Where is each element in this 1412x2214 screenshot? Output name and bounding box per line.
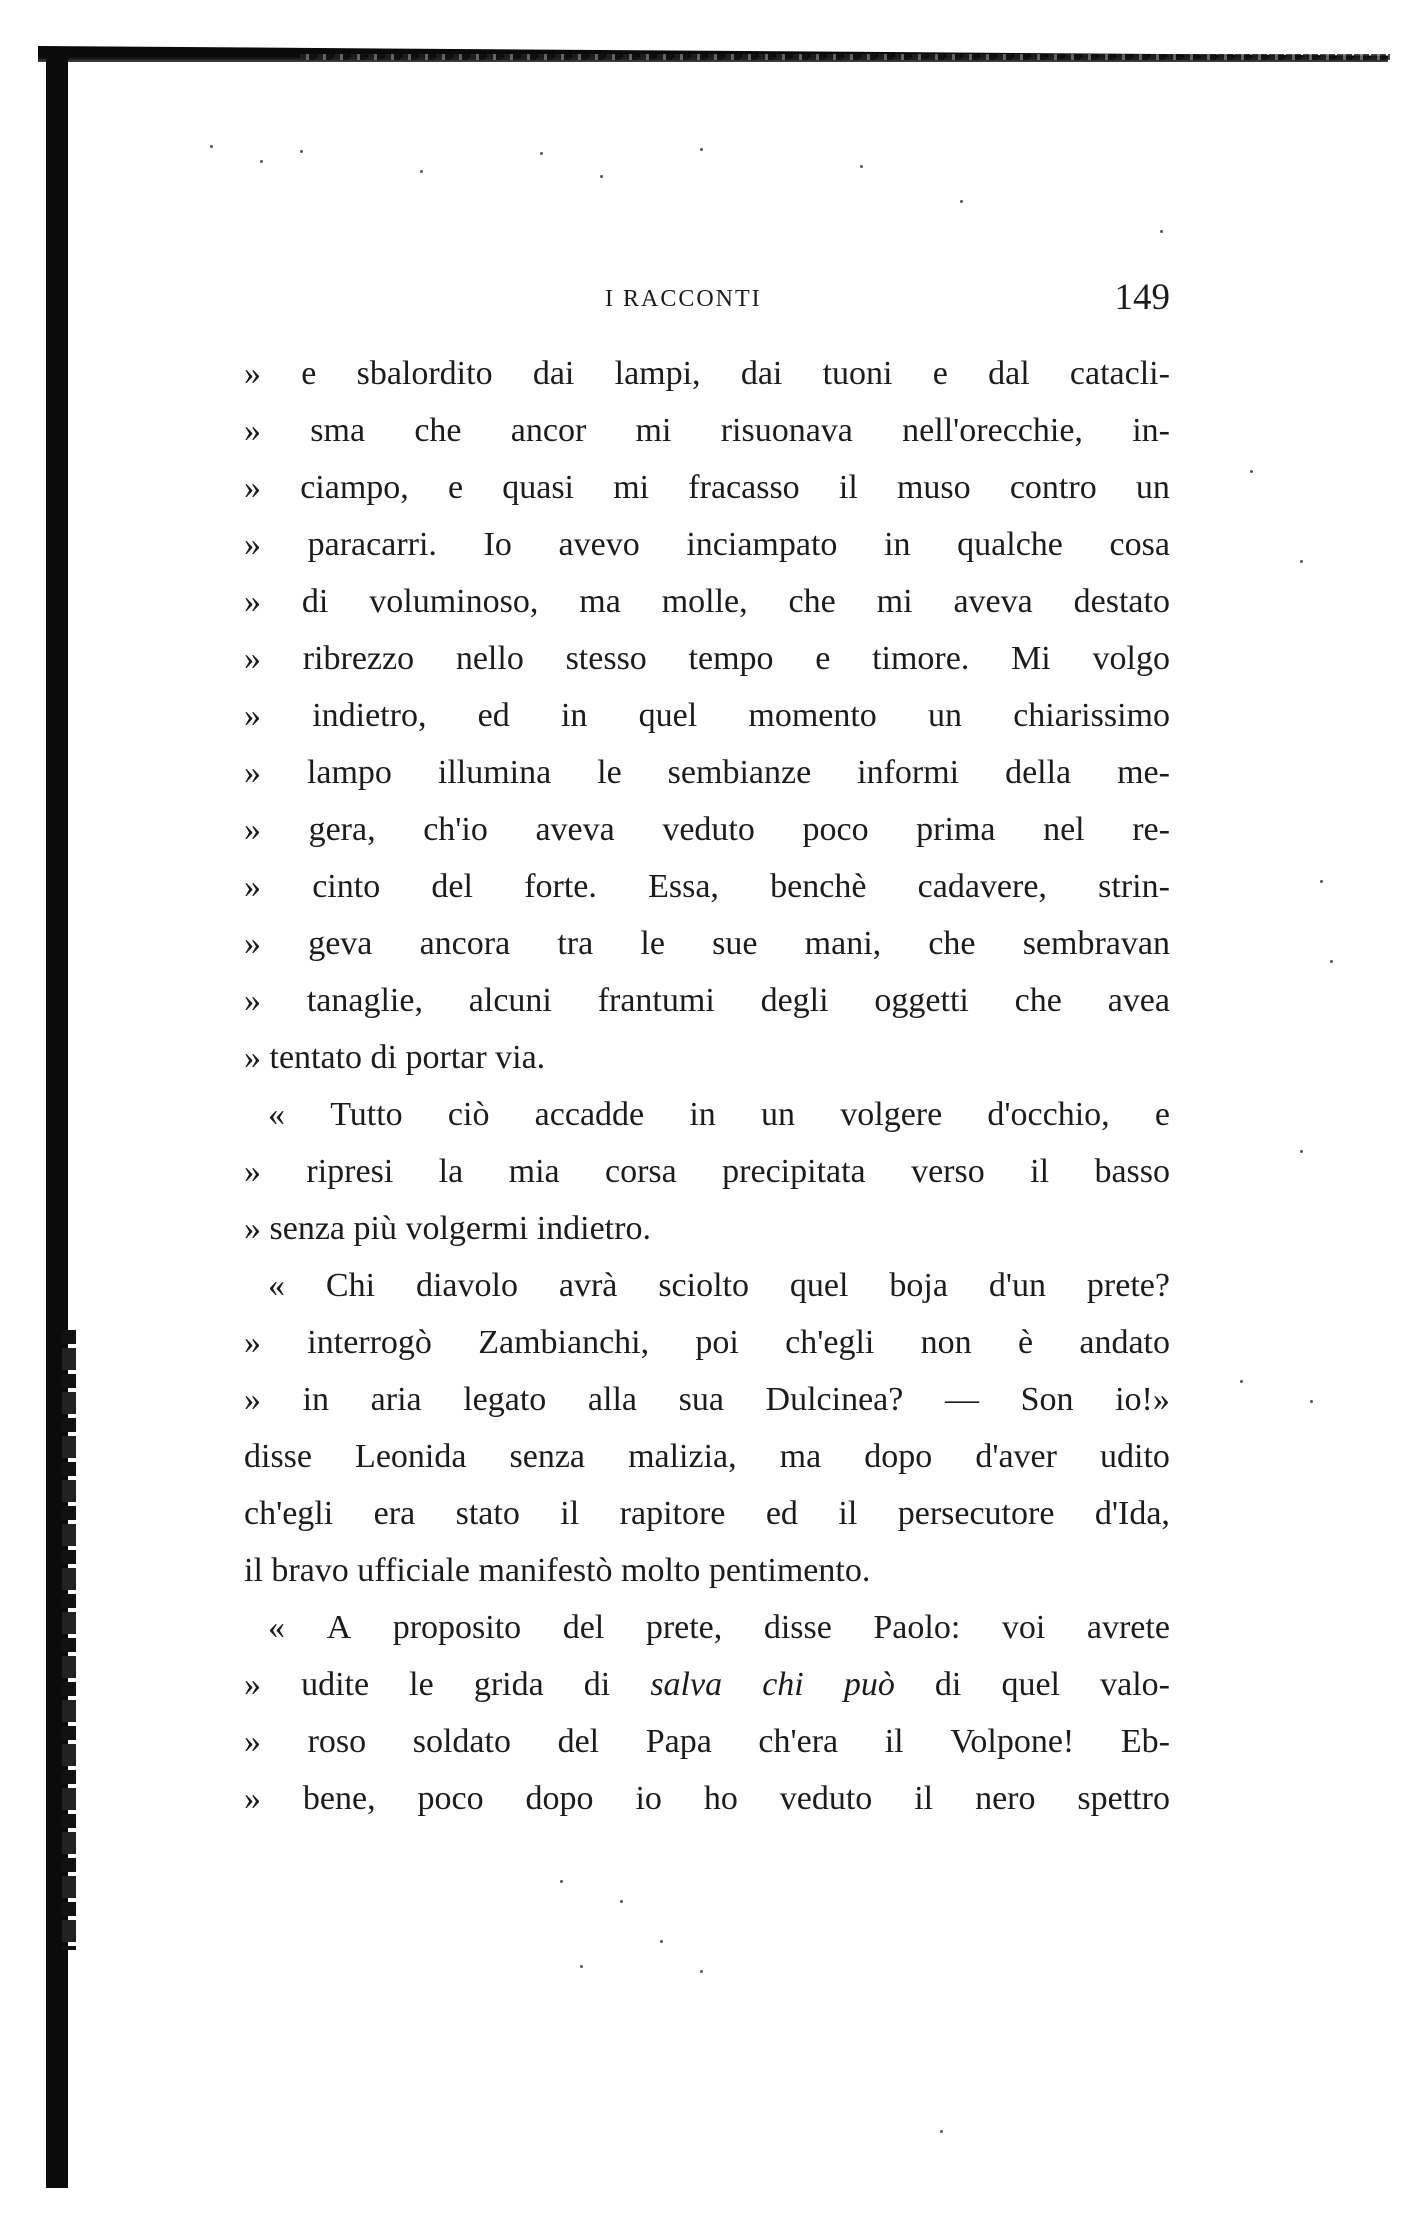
text-line: » gera, ch'io aveva veduto poco prima nel re- <box>244 811 1170 848</box>
text-line: il bravo ufficiale manifestò molto pentimento. <box>244 1552 871 1589</box>
body-text <box>244 345 1170 1827</box>
text-line: » tanaglie, alcuni frantumi degli oggetti che avea <box>244 982 1170 1019</box>
text-line: » e sbalordito dai lampi, dai tuoni e dal catacli- <box>244 355 1170 392</box>
text-line: » bene, poco dopo io ho veduto il nero spettro <box>244 1780 1170 1817</box>
text-line: » ripresi la mia corsa precipitata verso il basso <box>244 1153 1170 1190</box>
scan-left-border-noise <box>62 1330 76 1950</box>
text-line: » ribrezzo nello stesso tempo e timore. Mi volgo <box>244 640 1170 677</box>
text-line: « A proposito del prete, disse Paolo: voi avrete <box>268 1609 1170 1646</box>
page-header <box>240 276 1170 324</box>
text-line: » udite le grida di salva chi può di quel valo- <box>244 1666 1170 1703</box>
scan-top-border-noise <box>300 54 1390 60</box>
text-line: » cinto del forte. Essa, benchè cadavere, strin- <box>244 868 1170 905</box>
text-line: » sma che ancor mi risuonava nell'orecchie, in- <box>244 412 1170 449</box>
text-line: « Chi diavolo avrà sciolto quel boja d'un prete? <box>268 1267 1170 1304</box>
text-line: » di voluminoso, ma molle, che mi aveva destato <box>244 583 1170 620</box>
text-line: ch'egli era stato il rapitore ed il persecutore d'Ida, <box>244 1495 1170 1532</box>
page-number: 149 <box>1114 277 1170 318</box>
text-line: » in aria legato alla sua Dulcinea? — Son io!» <box>244 1381 1170 1418</box>
text-line: » interrogò Zambianchi, poi ch'egli non è andato <box>244 1324 1170 1361</box>
text-line: » indietro, ed in quel momento un chiarissimo <box>244 697 1170 734</box>
text-line: » geva ancora tra le sue mani, che sembravan <box>244 925 1170 962</box>
running-title: I RACCONTI <box>605 286 762 312</box>
text-line: disse Leonida senza malizia, ma dopo d'aver udito <box>244 1438 1170 1475</box>
text-line: » roso soldato del Papa ch'era il Volpone! Eb- <box>244 1723 1170 1760</box>
text-line: » paracarri. Io avevo inciampato in qualche cosa <box>244 526 1170 563</box>
text-line: » lampo illumina le sembianze informi della me- <box>244 754 1170 791</box>
text-line: « Tutto ciò accadde in un volgere d'occhio, e <box>268 1096 1170 1133</box>
text-line: » senza più volgermi indietro. <box>244 1210 651 1247</box>
text-line: » ciampo, e quasi mi fracasso il muso contro un <box>244 469 1170 506</box>
text-line: » tentato di portar via. <box>244 1039 546 1076</box>
